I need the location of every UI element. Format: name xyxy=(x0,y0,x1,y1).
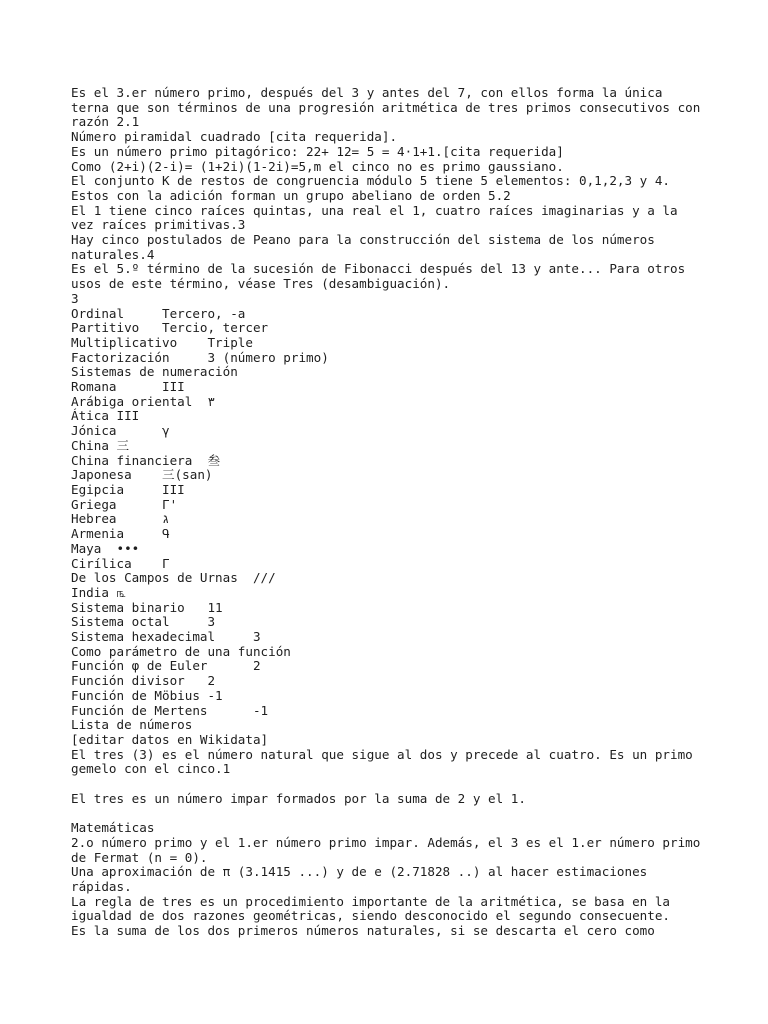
text-line: naturales.4 xyxy=(71,246,155,262)
text-line: Hay cinco postulados de Peano para la construcción del sistema de los números xyxy=(71,232,655,248)
text-line: Cirílica Г xyxy=(71,555,170,571)
text-line: Matemáticas xyxy=(71,820,155,836)
text-line xyxy=(71,777,711,792)
text-line: terna que son términos de una progresión aritmética de tres primos consecutivos con xyxy=(71,99,701,115)
text-line: Es el 5.º término de la sucesión de Fibonacci después del 13 y ante... Para otros xyxy=(71,261,686,277)
text-line: vez raíces primitivas.3 xyxy=(71,217,246,233)
text-line: 3 xyxy=(71,290,79,306)
text-line: Ática III xyxy=(71,408,140,424)
text-line: El 1 tiene cinco raíces quintas, una real el 1, cuatro raíces imaginarias y a la xyxy=(71,202,678,218)
text-line: Factorización 3 (número primo) xyxy=(71,349,329,365)
text-line: Número piramidal cuadrado [cita requerida]. xyxy=(71,129,398,145)
text-line: Griega Γ' xyxy=(71,496,178,512)
text-line: Sistemas de numeración xyxy=(71,364,238,380)
text-line: de Fermat (n = 0). xyxy=(71,849,208,865)
text-line: Partitivo Tercio, tercer xyxy=(71,320,269,336)
text-line: Es el 3.er número primo, después del 3 y antes del 7, con ellos forma la única xyxy=(71,85,663,100)
text-line: Sistema octal 3 xyxy=(71,614,216,630)
text-line: usos de este término, véase Tres (desambiguación). xyxy=(71,276,451,292)
text-line: El tres (3) es el número natural que sigue al dos y precede al cuatro. Es un primo xyxy=(71,746,693,762)
text-line: De los Campos de Urnas /// xyxy=(71,570,276,586)
text-line: Lista de números xyxy=(71,717,193,733)
text-line: Romana III xyxy=(71,379,185,395)
text-line: Jónica γ xyxy=(71,423,170,439)
text-line: Como parámetro de una función xyxy=(71,643,291,659)
text-line: Armenia Գ xyxy=(71,526,170,542)
document-text xyxy=(71,86,711,939)
text-line: Ordinal Tercero, -a xyxy=(71,305,246,321)
text-line: 2.o número primo y el 1.er número primo impar. Además, el 3 es el 1.er número primo xyxy=(71,834,701,850)
text-line: Es un número primo pitagórico: 22+ 12= 5 = 4·1+1.[cita requerida] xyxy=(71,143,564,159)
text-line: igualdad de dos razones geométricas, siendo desconocido el segundo consecuente. xyxy=(71,908,670,924)
text-line: rápidas. xyxy=(71,878,132,894)
text-line: Hebrea ג xyxy=(71,511,170,527)
text-line: Una aproximación de π (3.1415 ...) y de e (2.71828 ..) al hacer estimaciones xyxy=(71,864,648,880)
text-line: India ௩ xyxy=(71,584,127,600)
text-line: El conjunto K de restos de congruencia módulo 5 tiene 5 elementos: 0,1,2,3 y 4. xyxy=(71,173,670,189)
text-line: Arábiga oriental ٣ xyxy=(71,393,216,409)
text-line: China 三 xyxy=(71,437,130,453)
text-line: Egipcia III xyxy=(71,481,185,497)
text-line: Multiplicativo Triple xyxy=(71,334,253,350)
text-line: Estos con la adición forman un grupo abeliano de orden 5.2 xyxy=(71,187,511,203)
text-line: Es la suma de los dos primeros números naturales, si se descarta el cero como xyxy=(71,923,655,939)
text-line: Función de Möbius -1 xyxy=(71,687,223,703)
text-line: Sistema binario 11 xyxy=(71,599,223,615)
text-line: Sistema hexadecimal 3 xyxy=(71,629,261,645)
text-line: Función de Mertens -1 xyxy=(71,702,269,718)
text-line xyxy=(71,806,711,821)
text-line: [editar datos en Wikidata] xyxy=(71,731,269,747)
text-line: Maya ••• xyxy=(71,540,140,556)
text-line: Función divisor 2 xyxy=(71,673,216,689)
text-line: Función φ de Euler 2 xyxy=(71,658,261,674)
text-line: Japonesa 三(san) xyxy=(71,467,213,483)
text-line: El tres es un número impar formados por la suma de 2 y el 1. xyxy=(71,790,526,806)
text-line: Como (2+i)(2-i)= (1+2i)(1-2i)=5,m el cinco no es primo gaussiano. xyxy=(71,158,564,174)
text-line: La regla de tres es un procedimiento importante de la aritmética, se basa en la xyxy=(71,893,670,909)
text-line: gemelo con el cinco.1 xyxy=(71,761,231,777)
text-line: razón 2.1 xyxy=(71,114,140,130)
text-line: China financiera 叁 xyxy=(71,452,221,468)
